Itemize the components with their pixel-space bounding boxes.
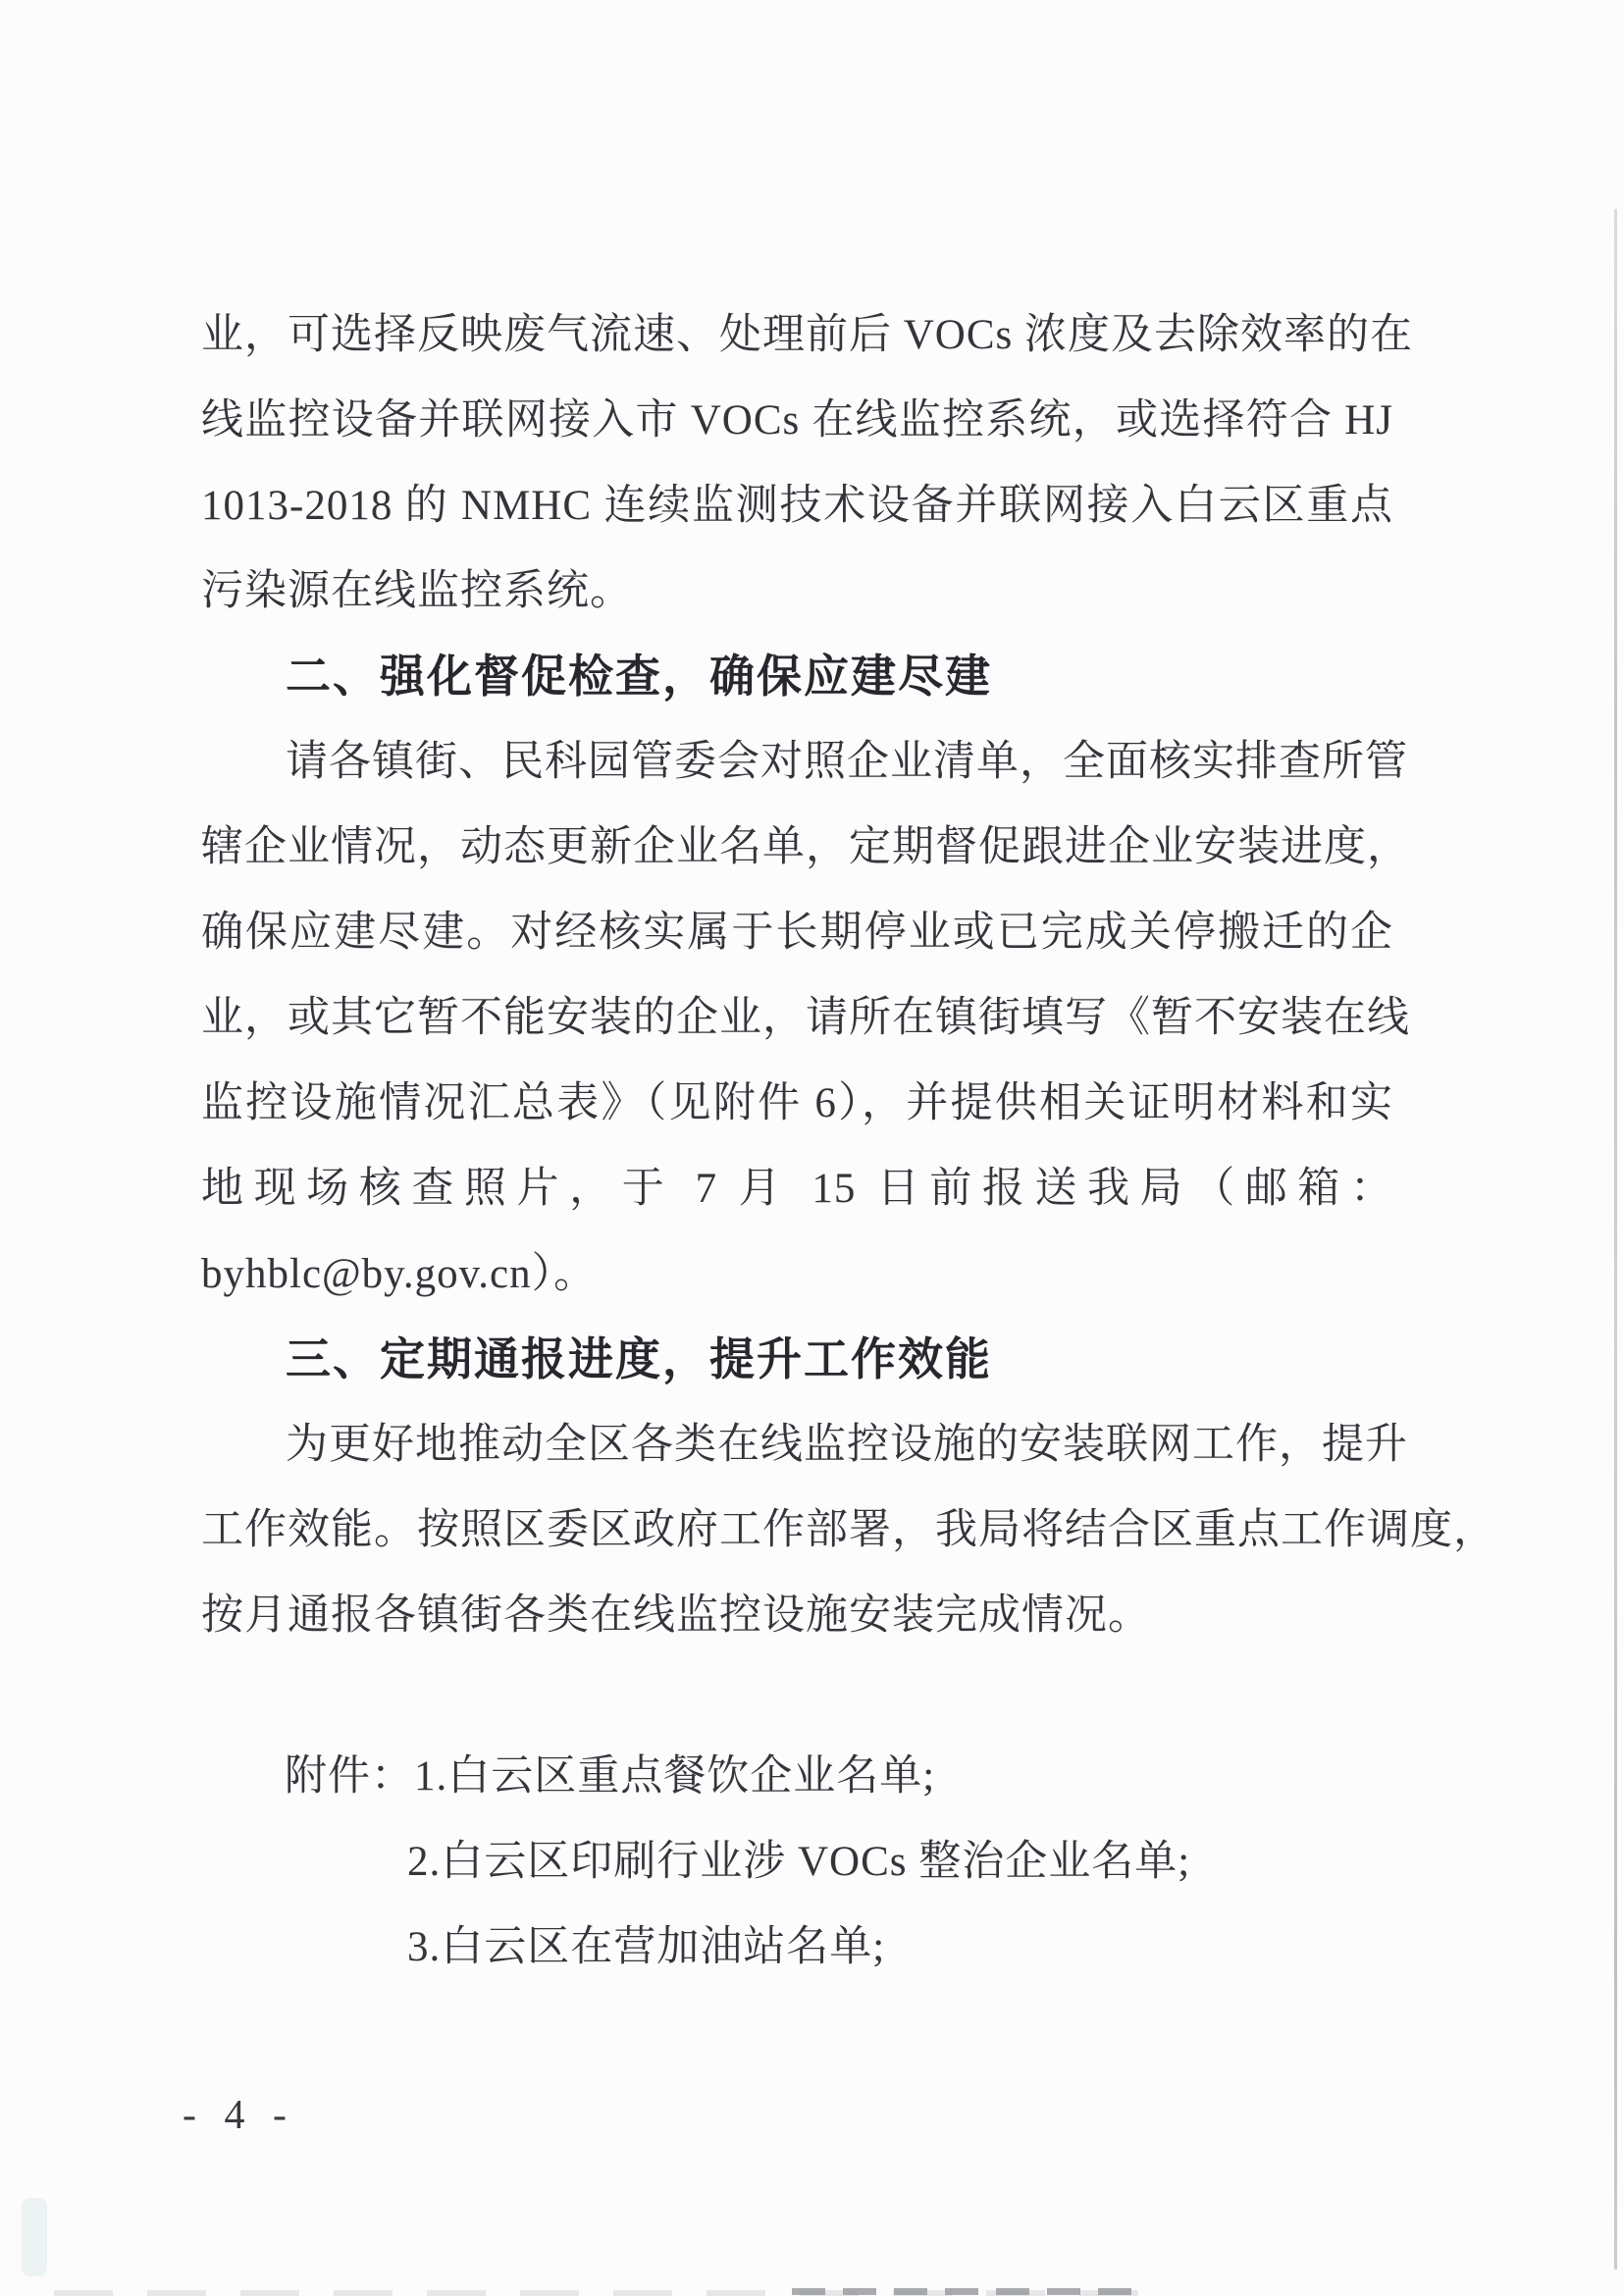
section-heading-2: 二、强化督促检查，确保应建尽建 [286, 651, 992, 702]
email-line: byhblc@by.gov.cn）。 [201, 1251, 598, 1297]
attachment-item: 附件：1.白云区重点餐饮企业名单; [285, 1753, 936, 1800]
paragraph-line: 业，可选择反映废气流速、处理前后 VOCs 浓度及去除效率的在 [201, 312, 1414, 358]
scan-left-smudge [22, 2198, 47, 2276]
paragraph-line: 工作效能。按照区委区政府工作部署，我局将结合区重点工作调度， [201, 1507, 1496, 1553]
paragraph-line: 按月通报各镇街各类在线监控设施安装完成情况。 [201, 1592, 1151, 1639]
paragraph-line: 污染源在线监控系统。 [201, 568, 633, 614]
paragraph-line: 辖企业情况，动态更新企业名单，定期督促跟进企业安装进度， [201, 824, 1410, 870]
paragraph-line: 1013-2018 的 NMHC 连续监测技术设备并联网接入白云区重点 [201, 483, 1393, 529]
page-number: - 4 - [183, 2093, 295, 2138]
attachment-item: 2.白云区印刷行业涉 VOCs 整治企业名单; [407, 1839, 1191, 1885]
paragraph-line: 请各镇街、民科园管委会对照企业清单，全面核实排查所管 [286, 739, 1408, 785]
scan-bottom-smudge [54, 2290, 1143, 2296]
scan-edge-line [1614, 209, 1617, 2270]
paragraph-line: 确保应建尽建。对经核实属于长期停业或已完成关停搬迁的企 [201, 910, 1393, 956]
section-heading-3: 三、定期通报进度，提升工作效能 [286, 1333, 992, 1384]
paragraph-line: 线监控设备并联网接入市 VOCs 在线监控系统，或选择符合 HJ [201, 397, 1393, 444]
attachment-item: 3.白云区在营加油站名单; [407, 1924, 886, 1970]
paragraph-line: 业，或其它暂不能安装的企业，请所在镇街填写《暂不安装在线 [201, 995, 1410, 1041]
document-body [201, 292, 1496, 1990]
paragraph-line: 地现场核查照片，于 7 月 15 日前报送我局（邮箱： [201, 1166, 1393, 1212]
paragraph-line: 为更好地推动全区各类在线监控设施的安装联网工作，提升 [286, 1422, 1408, 1468]
blank-line-gap [201, 1658, 1393, 1734]
paragraph-line: 监控设施情况汇总表》（见附件 6），并提供相关证明材料和实 [201, 1080, 1393, 1126]
